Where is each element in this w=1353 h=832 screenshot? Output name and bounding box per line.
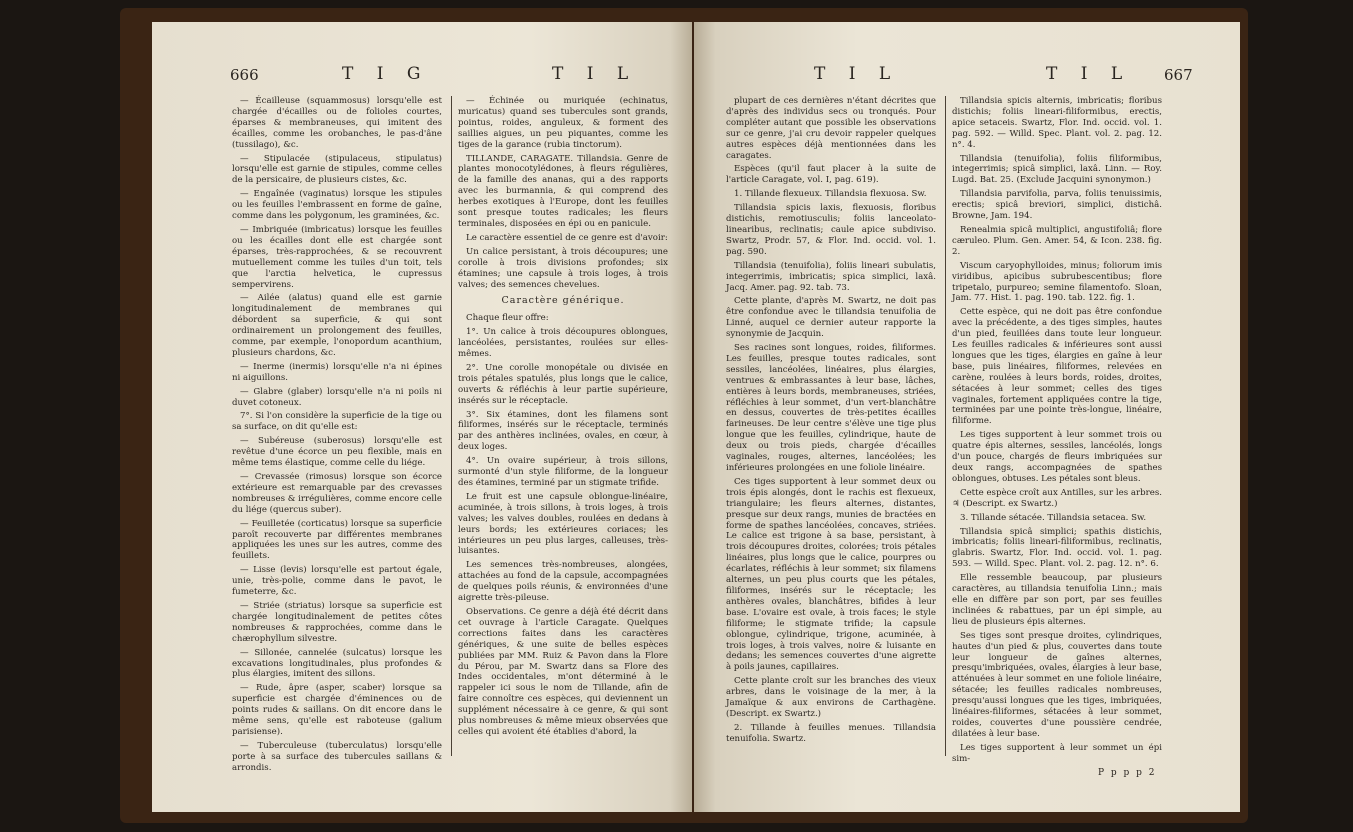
column-rule: [945, 96, 946, 756]
paragraph: plupart de ces dernières n'étant décrites que d'après des individus secs ou tronqués. Pour compléter autant que possible les observations sur ce genre, j'ai cru devoir rappeler quelques autres espèces déjà mentionnées dans les caragates.: [726, 96, 936, 161]
signature-mark: P p p p 2: [1098, 768, 1157, 778]
paragraph: Cette espèce, qui ne doit pas être confondue avec la précédente, a des tiges simples, hautes d'un pied, feuillées dans toute leur longueur. Les feuilles radicales & inférieures sont aussi longues que les tiges, élargies en gaîne à leur base, puis linéaires, filiformes, relevées en carène, roulées à leurs bords, roides, droites, sétacées à leur sommet; celles des tiges vaginales, fortement appliquées contre la tige, terminées par une pointe très-longue, linéaire, filiforme.: [952, 307, 1162, 427]
paragraph: Le fruit est une capsule oblongue-linéaire, acuminée, à trois sillons, à trois loges, à trois valves; les valves doubles, roulées en dedans à leurs bords; les extérieures coriaces; les intérieures un peu plus larges, calleuses, très-luisantes.: [458, 491, 668, 557]
paragraph: — Écailleuse (squammosus) lorsqu'elle est chargée d'écailles ou de folioles courtes, éparses & membraneuses, qui imitent des écailles, comme les orobanches, le pas-d'âne (tussilago), &c.: [232, 96, 442, 150]
paragraph: TILLANDE, CARAGATE. Tillandsia. Genre de plantes monocotylédones, à fleurs régulières, de la famille des ananas, qui a des rapports avec les burmannia, & qui comprend des herbes exotiques à l'Europe, dont les feuilles sont presque toutes radicales; les fleurs terminales, disposées en épi ou en panicule.: [458, 153, 668, 229]
paragraph: Cette plante croît sur les branches des vieux arbres, dans le voisinage de la mer, à la Jamaïque & aux environs de Carthagène. (Descript. ex Swartz.): [726, 676, 936, 719]
paragraph: — Rude, âpre (asper, scaber) lorsque sa superficie est chargée d'éminences ou de points rudes & saillans. On dit encore dans le même sens, qu'elle est raboteuse (galium parisiense).: [232, 683, 442, 737]
running-head-right-2: T I L: [1046, 64, 1132, 84]
paragraph: Les semences très-nombreuses, alongées, attachées au fond de la capsule, accompagnées de quelques poils réunis, & environnées d'une aigrette très-pileuse.: [458, 560, 668, 604]
left-page: [152, 22, 692, 812]
paragraph: 1. Tillande flexueux. Tillandsia flexuosa. Sw.: [734, 189, 927, 200]
paragraph: — Glabre (glaber) lorsqu'elle n'a ni poils ni duvet cotoneux.: [232, 386, 442, 408]
running-head-left: T I G: [342, 64, 430, 84]
paragraph: Tillandsia (tenuifolia), foliis filiformibus, integerrimis; spicâ simplici, laxâ. Linn. — Roy. Lugd. Bat. 25. (Exclude Jacquini synonymon.): [952, 153, 1162, 186]
paragraph: Les tiges supportent à leur sommet trois ou quatre épis alternes, sessiles, lancéolés, longs d'un pouce, chargés de fleurs imbriquées sur deux rangs, accompagnées de spathes oblongues, obtuses. Les pétales sont bleus.: [952, 430, 1162, 484]
paragraph: 1°. Un calice à trois découpures oblongues, lancéolées, persistantes, roulées sur elles-mêmes.: [458, 327, 668, 360]
paragraph: 4°. Un ovaire supérieur, à trois sillons, surmonté d'un style filiforme, de la longueur des étamines, terminé par un stigmate trifide.: [458, 456, 668, 488]
paragraph: — Subéreuse (suberosus) lorsqu'elle est revêtue d'une écorce un peu flexible, mais en même tems élastique, comme celle du liége.: [232, 436, 442, 469]
paragraph: Renealmia spicâ multiplici, angustifoliâ; flore cæruleo. Plum. Gen. Amer. 54, & Icon. 238. fig. 2.: [952, 224, 1162, 257]
paragraph: Le caractère essentiel de ce genre est d'avoir:: [466, 232, 668, 243]
page-number-right: 667: [1164, 66, 1193, 84]
paragraph: Les tiges supportent à leur sommet un épi sim-: [952, 742, 1162, 764]
paragraph: — Engaînée (vaginatus) lorsque les stipules ou les feuilles l'embrassent en forme de gaîne, comme dans les polygonum, les graminées, &c.: [232, 189, 442, 222]
paragraph: — Feuilletée (corticatus) lorsque sa superficie paroît recouverte par différentes membranes appliquées les unes sur les autres, comme des feuillets.: [232, 518, 442, 562]
paragraph: — Tuberculeuse (tuberculatus) lorsqu'elle porte à sa surface des tubercules saillans & arrondis.: [232, 740, 442, 773]
paragraph: — Imbriquée (imbricatus) lorsque les feuilles ou les écailles dont elle est chargée sont éparses, très-rapprochées, & se recouvrent mutuellement comme les tuiles d'un toit, tels que l'arctia helvetica, le cupressus sempervirens.: [232, 224, 442, 290]
paragraph: Viscum caryophylloides, minus; foliorum imis viridibus, apicibus subrubescentibus; flore tripetalo, purpureo; semine filamentofo. Sloan, Jam. 77. Hist. 1. pag. 190. tab. 122. fig. 1.: [952, 260, 1162, 304]
right-page: [694, 22, 1240, 812]
paragraph: Ces tiges supportent à leur sommet deux ou trois épis alongés, dont le rachis est flexueux, triangulaire; les fleurs alternes, distantes, presque sur deux rangs, munies de bractées en forme de spathes lancéolées, concaves, striées. Le calice est trigone à sa base, persistant, à trois découpures droites, colorées; trois pétales linéaires, plus longs que le calice, pourpres ou écarlates, réfléchis à leur sommet; six filamens alternes, un peu plus courts que les pétales, filiformes, insérés sur le réceptacle; les anthères ovales, blanchâtres, bifides à leur base. L'ovaire est ovale, à trois faces; le style filiforme; le stigmate trifide; la capsule oblongue, cylindrique, trigone, acuminée, à trois loges, à trois valves, noire & luisante en dedans; les semences couvertes d'une aigrette à poils jaunes, capillaires.: [726, 476, 936, 673]
running-head-right: T I L: [814, 64, 900, 84]
right-column-2: [952, 96, 1162, 768]
paragraph: Tillandsia spicis laxis, flexuosis, floribus distichis, remotiusculis; foliis lanceolato-linearibus, reclinatis; caule apice subdiviso. Swartz, Prodr. 57, & Flor. Ind. occid. vol. 1. pag. 590.: [726, 203, 936, 257]
paragraph: 2°. Une corolle monopétale ou divisée en trois pétales spatulés, plus longs que le calice, ouverts & réfléchis à leur partie supérieure, insérés sur le réceptacle.: [458, 362, 668, 406]
paragraph: Ses tiges sont presque droites, cylindriques, hautes d'un pied & plus, couvertes dans toute leur longueur de gaînes alternes, presqu'imbriquées, ovales, élargies à leur base, atténuées à leur sommet en une foliole linéaire, sétacée; les feuilles radicales nombreuses, presqu'aussi longues que les tiges, imbriquées, linéaires-filiformes, sétacées à leur sommet, roides, couvertes d'une poussière cendrée, dilatées à leur base.: [952, 630, 1162, 739]
column-rule: [451, 96, 452, 756]
paragraph: — Stipulacée (stipulaceus, stipulatus) lorsqu'elle est garnie de stipules, comme celles de la persicaire, de plusieurs cistes, &c.: [232, 153, 442, 186]
paragraph: — Échinée ou muriquée (echinatus, muricatus) quand ses tubercules sont grands, pointus, roides, anguleux, & forment des saillies aigues, un peu piquantes, comme les tiges de la garance (rubia tinctorum).: [458, 96, 668, 150]
section-heading: Caractère générique.: [501, 295, 625, 307]
paragraph: 2. Tillande à feuilles menues. Tillandsia tenuifolia. Swartz.: [726, 722, 936, 744]
left-column-1: [232, 96, 442, 777]
paragraph: Chaque fleur offre:: [466, 313, 549, 324]
paragraph: Ses racines sont longues, roides, filiformes. Les feuilles, presque toutes radicales, sont sessiles, lancéolées, linéaires, plus élargies, ventrues & embrassantes à leur base, lâches, entières à leurs bords, membraneuses, striées, réfléchies à leur sommet, d'un vert-blanchâtre en dessus, couvertes de très-petites écailles farineuses. De leur centre s'élève une tige plus longue que les feuilles, cylindrique, haute de deux ou trois pieds, chargée d'écailles vaginales, rouges, alternes, lancéolées; les inférieures prolongées en une foliole linéaire.: [726, 343, 936, 473]
paragraph: — Sillonée, cannelée (sulcatus) lorsque les excavations longitudinales, plus profondes & plus élargies, imitent des sillons.: [232, 647, 442, 680]
paragraph: Observations. Ce genre a déjà été décrit dans cet ouvrage à l'article Caragate. Quelques corrections faites dans les caractères génériques, & une suite de belles espèces publiées par MM. Ruiz & Pavon dans la Flore du Pérou, par M. Swartz dans sa Flore des Indes occidentales, m'ont déterminé à le rappeler ici sous le nom de Tillande, afin de faire connoître ces espèces, qui deviennent un supplément nécessaire à ce genre, & qui sont plus nombreuses & même mieux observées que celles qui avoient été établies d'abord, la: [458, 606, 668, 737]
paragraph: Cette espèce croît aux Antilles, sur les arbres. ♃ (Descript. ex Swartz.): [952, 487, 1162, 509]
left-column-2: [458, 96, 668, 741]
paragraph: Tillandsia (tenuifolia), foliis lineari subulatis, integerrimis, imbricatis; spica simplici, laxâ. Jacq. Amer. pag. 92. tab. 73.: [726, 260, 936, 293]
paragraph: Elle ressemble beaucoup, par plusieurs caractères, au tillandsia tenuifolia Linn.; mais elle en diffère par son port, par ses feuilles inclinées & rabattues, par un épi simple, au lieu de plusieurs épis alternes.: [952, 573, 1162, 627]
paragraph: Tillandsia spicis alternis, imbricatis; floribus distichis; foliis lineari-filiformibus, erectis, apice setaceis. Swartz, Flor. Ind. occid. vol. 1. pag. 592. — Willd. Spec. Plant. vol. 2. pag. 12. n°. 4.: [952, 96, 1162, 150]
page-number-left: 666: [230, 66, 259, 84]
paragraph: 7°. Si l'on considère la superficie de la tige ou sa surface, on dit qu'elle est:: [232, 411, 442, 433]
paragraph: — Lisse (levis) lorsqu'elle est partout égale, unie, très-polie, comme dans le pavot, le fumeterre, &c.: [232, 565, 442, 598]
paragraph: — Striée (striatus) lorsque sa superficie est chargée longitudinalement de petites côtes nombreuses & rapprochées, comme dans le chærophyllum silvestre.: [232, 600, 442, 644]
paragraph: — Crevassée (rimosus) lorsque son écorce extérieure est remarquable par des crevasses nombreuses & irrégulières, comme encore celle du liége (quercus suber).: [232, 472, 442, 515]
paragraph: — Inerme (inermis) lorsqu'elle n'a ni épines ni aiguillons.: [232, 361, 442, 383]
paragraph: Tillandsia parvifolia, parva, foliis tenuissimis, erectis; spicâ breviori, simplici, distichâ. Browne, Jam. 194.: [952, 189, 1162, 222]
paragraph: Tillandsia spicâ simplici; spathis distichis, imbricatis; foliis lineari-filiformibus, reclinatis, glabris. Swartz, Flor. Ind. occid. vol. 1. pag. 593. — Willd. Spec. Plant. vol. 2. pag. 12. n°. 6.: [952, 526, 1162, 570]
running-head-left-2: T I L: [552, 64, 638, 84]
paragraph: Espèces (qu'il faut placer à la suite de l'article Caragate, vol. I, pag. 619).: [726, 164, 936, 186]
paragraph: 3°. Six étamines, dont les filamens sont filiformes, insérés sur le réceptacle, terminés par des anthères inclinées, ovales, en cœur, à deux loges.: [458, 409, 668, 453]
paragraph: Un calice persistant, à trois découpures; une corolle à trois divisions profondes; six étamines; une capsule à trois loges, à trois valves; des semences chevelues.: [458, 246, 668, 290]
paragraph: 3. Tillande sétacée. Tillandsia setacea. Sw.: [960, 512, 1147, 523]
right-column-1: [726, 96, 936, 748]
paragraph: Cette plante, d'après M. Swartz, ne doit pas être confondue avec le tillandsia tenuifolia de Linné, auquel ce dernier auteur rapporte la synonymie de Jacquin.: [726, 296, 936, 340]
paragraph: — Ailée (alatus) quand elle est garnie longitudinalement de membranes qui débordent sa superficie, & qui sont ordinairement un prolongement des feuilles, comme, par exemple, l'onopordum acanthium, plusieurs chardons, &c.: [232, 293, 442, 358]
